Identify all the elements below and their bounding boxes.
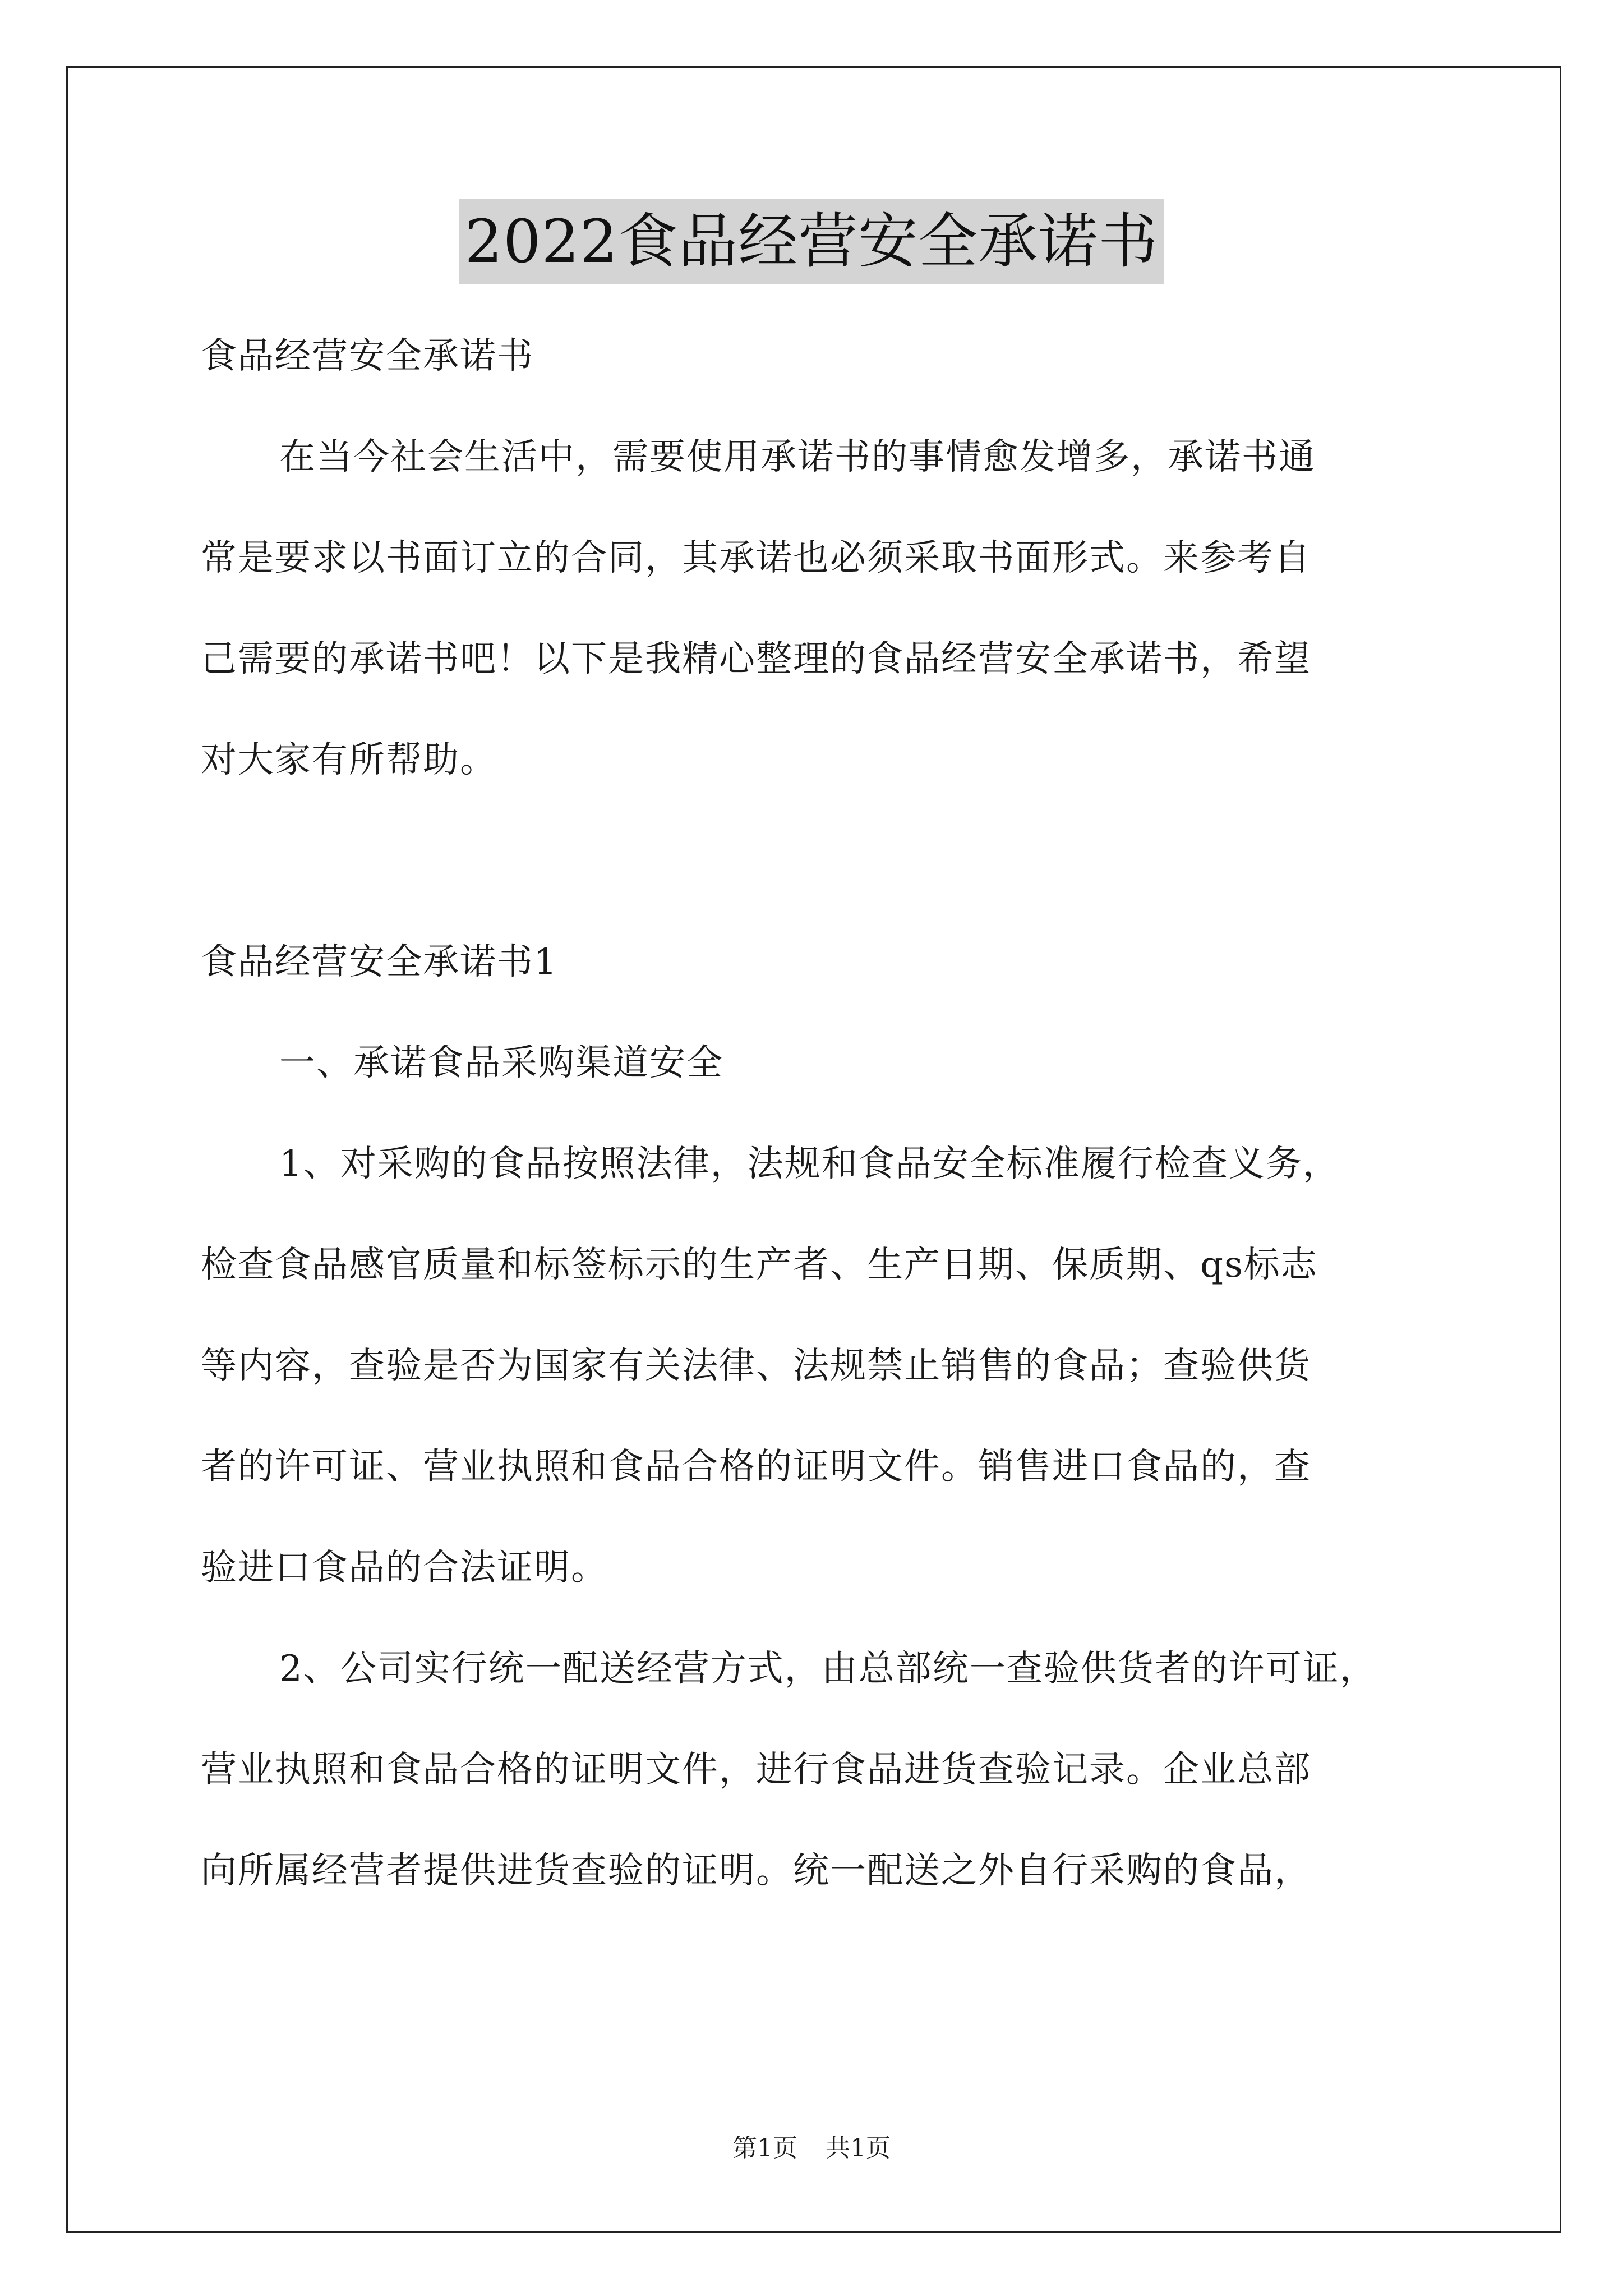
document-title: 2022食品经营安全承诺书	[459, 199, 1164, 284]
section-spacer	[201, 811, 1429, 912]
intro-line-4: 对大家有所帮助。	[201, 739, 497, 781]
intro-line-1: 在当今社会生活中，需要使用承诺书的事情愈发增多，承诺书通	[279, 436, 1316, 478]
item-heading: 一、承诺食品采购渠道安全	[279, 1042, 723, 1084]
page-number: 第1页	[732, 2134, 797, 2162]
para2-line-1: 2、公司实行统一配送经营方式，由总部统一查验供货者的许可证，	[279, 1648, 1377, 1690]
intro-line-3: 己需要的承诺书吧！以下是我精心整理的食品经营安全承诺书，希望	[201, 638, 1311, 680]
document-body	[201, 306, 1429, 1921]
para1-line-5: 验进口食品的合法证明。	[201, 1547, 608, 1589]
para1-line-4: 者的许可证、营业执照和食品合格的证明文件。销售进口食品的，查	[201, 1446, 1311, 1488]
para1-line-1: 1、对采购的食品按照法律，法规和食品安全标准履行检查义务，	[279, 1143, 1340, 1185]
para2-line-2: 营业执照和食品合格的证明文件，进行食品进货查验记录。企业总部	[201, 1749, 1311, 1791]
para1-line-3: 等内容，查验是否为国家有关法律、法规禁止销售的食品；查验供货	[201, 1345, 1311, 1387]
intro-line-2: 常是要求以书面订立的合同，其承诺也必须采取书面形式。来参考自	[201, 537, 1311, 579]
page-footer	[0, 2132, 1623, 2165]
subtitle: 食品经营安全承诺书	[201, 335, 534, 377]
para2-line-3: 向所属经营者提供进货查验的证明。统一配送之外自行采购的食品，	[201, 1850, 1311, 1892]
para1-line-2: 检查食品感官质量和标签标示的生产者、生产日期、保质期、qs标志	[201, 1244, 1318, 1286]
section-heading: 食品经营安全承诺书1	[201, 941, 558, 983]
page-total: 共1页	[826, 2134, 891, 2162]
title-container	[0, 199, 1623, 284]
